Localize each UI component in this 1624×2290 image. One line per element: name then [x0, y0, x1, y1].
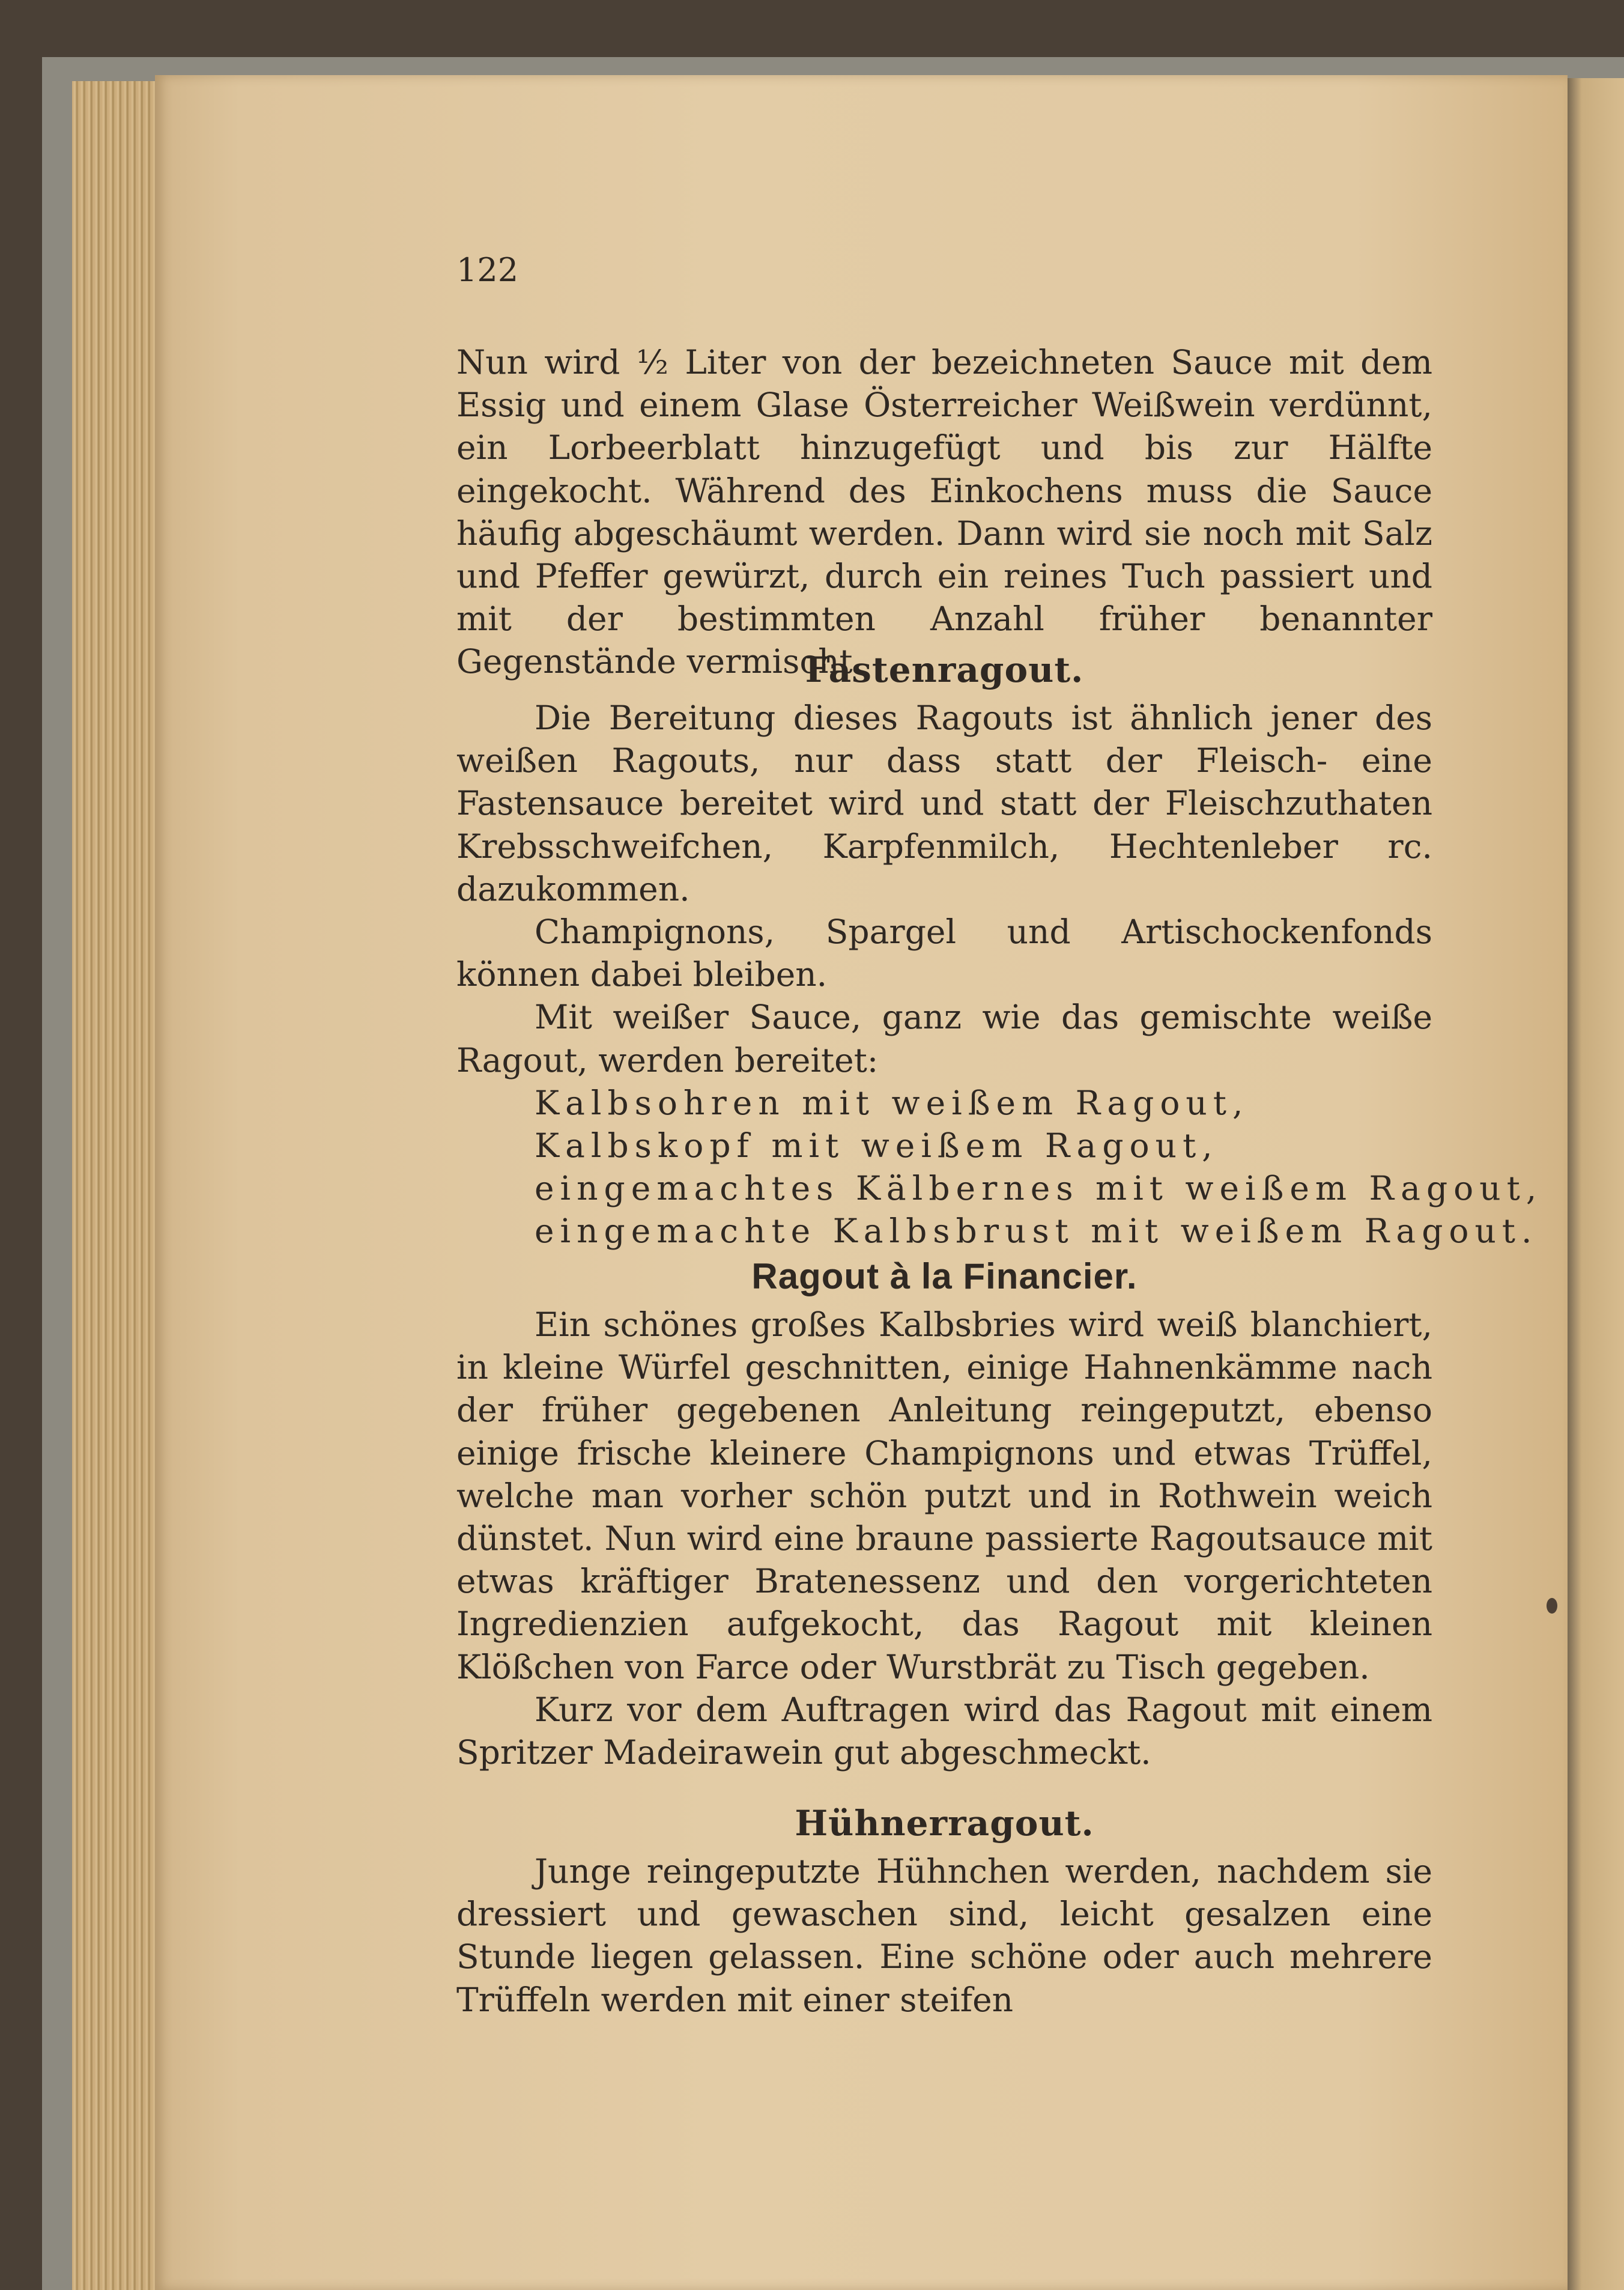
recipe-list-item: Kalbskopf mit weißem Ragout,	[535, 1126, 1219, 1165]
huehnerragout-paragraph-1: Junge reingeputzte Hühnchen werden, nachdem sie dressiert und gewaschen sind, leicht gesalzen eine Stunde liegen gelassen. Eine schöne oder auch mehrere Trüffeln werden mit einer steifen	[456, 1852, 1432, 2019]
fastenragout-paragraph-2: Champignons, Spargel und Artischockenfonds können dabei bleiben.	[456, 913, 1432, 994]
recipe-list-item: eingemachte Kalbsbrust mit weißem Ragout.	[535, 1212, 1538, 1251]
fastenragout-paragraph-1: Die Bereitung dieses Ragouts ist ähnlich jener des weißen Ragouts, nur dass statt der Fleisch- eine Fastensauce bereitet wird und statt der Fleischzuthaten Krebsschweifchen, Karpfenmilch, Hechtenleber rc. dazukommen.	[456, 699, 1432, 908]
fastenragout-paragraph-3: Mit weißer Sauce, ganz wie das gemischte weiße Ragout, werden bereitet:	[456, 998, 1432, 1080]
page-edges	[72, 81, 162, 2290]
ink-spot	[1547, 1598, 1557, 1614]
financier-heading: Ragout à la Financier.	[751, 1256, 1138, 1296]
fastenragout-section	[456, 643, 1543, 1253]
recipe-list-item: eingemachtes Kälbernes mit weißem Ragout,	[535, 1169, 1543, 1208]
huehnerragout-heading: Hühnerragout.	[795, 1803, 1094, 1844]
intro-paragraph: Nun wird ½ Liter von der bezeichneten Sauce mit dem Essig und einem Glase Österreicher Weißwein verdünnt, ein Lorbeerblatt hinzugefügt und bis zur Hälfte eingekocht. Während des Einkochens muss die Sauce häufig abgeschäumt werden. Dann wird sie noch mit Salz und Pfeffer gewürzt, durch ein reines Tuch passiert und mit der bestimmten Anzahl früher benannter Gegenstände vermischt.	[456, 343, 1432, 681]
huehnerragout-section	[456, 1796, 1432, 2021]
financier-section	[456, 1250, 1432, 1774]
intro-section	[456, 341, 1432, 684]
financier-paragraph-2: Kurz vor dem Auftragen wird das Ragout mit einem Spritzer Madeirawein gut abgeschmeckt.	[456, 1690, 1432, 1772]
next-page-edge	[1568, 78, 1624, 2290]
page-number: 122	[456, 251, 519, 289]
financier-paragraph-1: Ein schönes großes Kalbsbries wird weiß blanchiert, in kleine Würfel geschnitten, einige Hahnenkämme nach der früher gegebenen Anleitung reingeputzt, ebenso einige frische kleinere Champignons und etwas Trüffel, welche man vorher schön putzt und in Rothwein weich dünstet. Nun wird eine braune passierte Ragoutsauce mit etwas kräftiger Bratenessenz und den vorgerichteten Ingredienzien aufgekocht, das Ragout mit kleinen Klößchen von Farce oder Wurstbrät zu Tisch gegeben.	[456, 1305, 1432, 1686]
recipe-list-item: Kalbsohren mit weißem Ragout,	[535, 1083, 1249, 1122]
fastenragout-heading: Fastenragout.	[805, 649, 1084, 690]
